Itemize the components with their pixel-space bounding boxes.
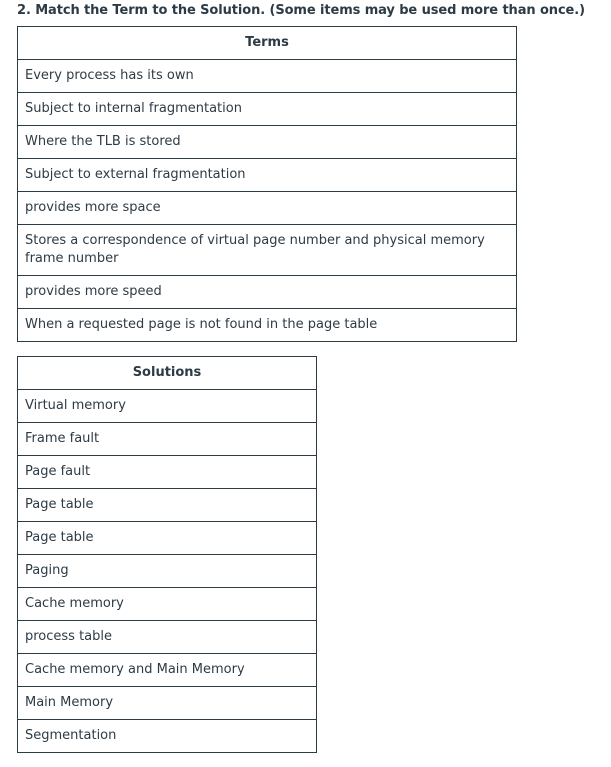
term-cell: provides more space [18, 192, 517, 225]
term-row [18, 93, 517, 126]
solution-row [18, 423, 317, 456]
term-cell: Subject to internal fragmentation [18, 93, 517, 126]
solution-cell: Virtual memory [18, 390, 317, 423]
terms-header-row [18, 27, 517, 60]
solution-row [18, 588, 317, 621]
term-cell: Stores a correspondence of virtual page number and physical memory frame number [18, 225, 517, 276]
solutions-table [17, 356, 317, 753]
term-row [18, 192, 517, 225]
term-cell: Every process has its own [18, 60, 517, 93]
solution-cell: Frame fault [18, 423, 317, 456]
solution-row [18, 687, 317, 720]
term-cell: When a requested page is not found in the page table [18, 309, 517, 342]
solution-row [18, 390, 317, 423]
terms-header: Terms [18, 27, 517, 60]
term-cell: Where the TLB is stored [18, 126, 517, 159]
solution-cell: Cache memory and Main Memory [18, 654, 317, 687]
solution-cell: Page table [18, 522, 317, 555]
question-title: 2. Match the Term to the Solution. (Some items may be used more than once.) [17, 3, 585, 18]
solution-row [18, 489, 317, 522]
solution-cell: Main Memory [18, 687, 317, 720]
solution-cell: Segmentation [18, 720, 317, 753]
solution-row [18, 621, 317, 654]
solution-row [18, 555, 317, 588]
solution-row [18, 522, 317, 555]
term-row [18, 309, 517, 342]
solution-cell: process table [18, 621, 317, 654]
solutions-header: Solutions [18, 357, 317, 390]
term-row [18, 276, 517, 309]
term-row [18, 159, 517, 192]
term-cell: Subject to external fragmentation [18, 159, 517, 192]
terms-table [17, 26, 517, 342]
solutions-header-row [18, 357, 317, 390]
term-row [18, 60, 517, 93]
solution-row [18, 456, 317, 489]
solution-cell: Page fault [18, 456, 317, 489]
solution-cell: Paging [18, 555, 317, 588]
term-row [18, 225, 517, 276]
solution-cell: Page table [18, 489, 317, 522]
solution-cell: Cache memory [18, 588, 317, 621]
term-row [18, 126, 517, 159]
solution-row [18, 720, 317, 753]
solution-row [18, 654, 317, 687]
term-cell: provides more speed [18, 276, 517, 309]
